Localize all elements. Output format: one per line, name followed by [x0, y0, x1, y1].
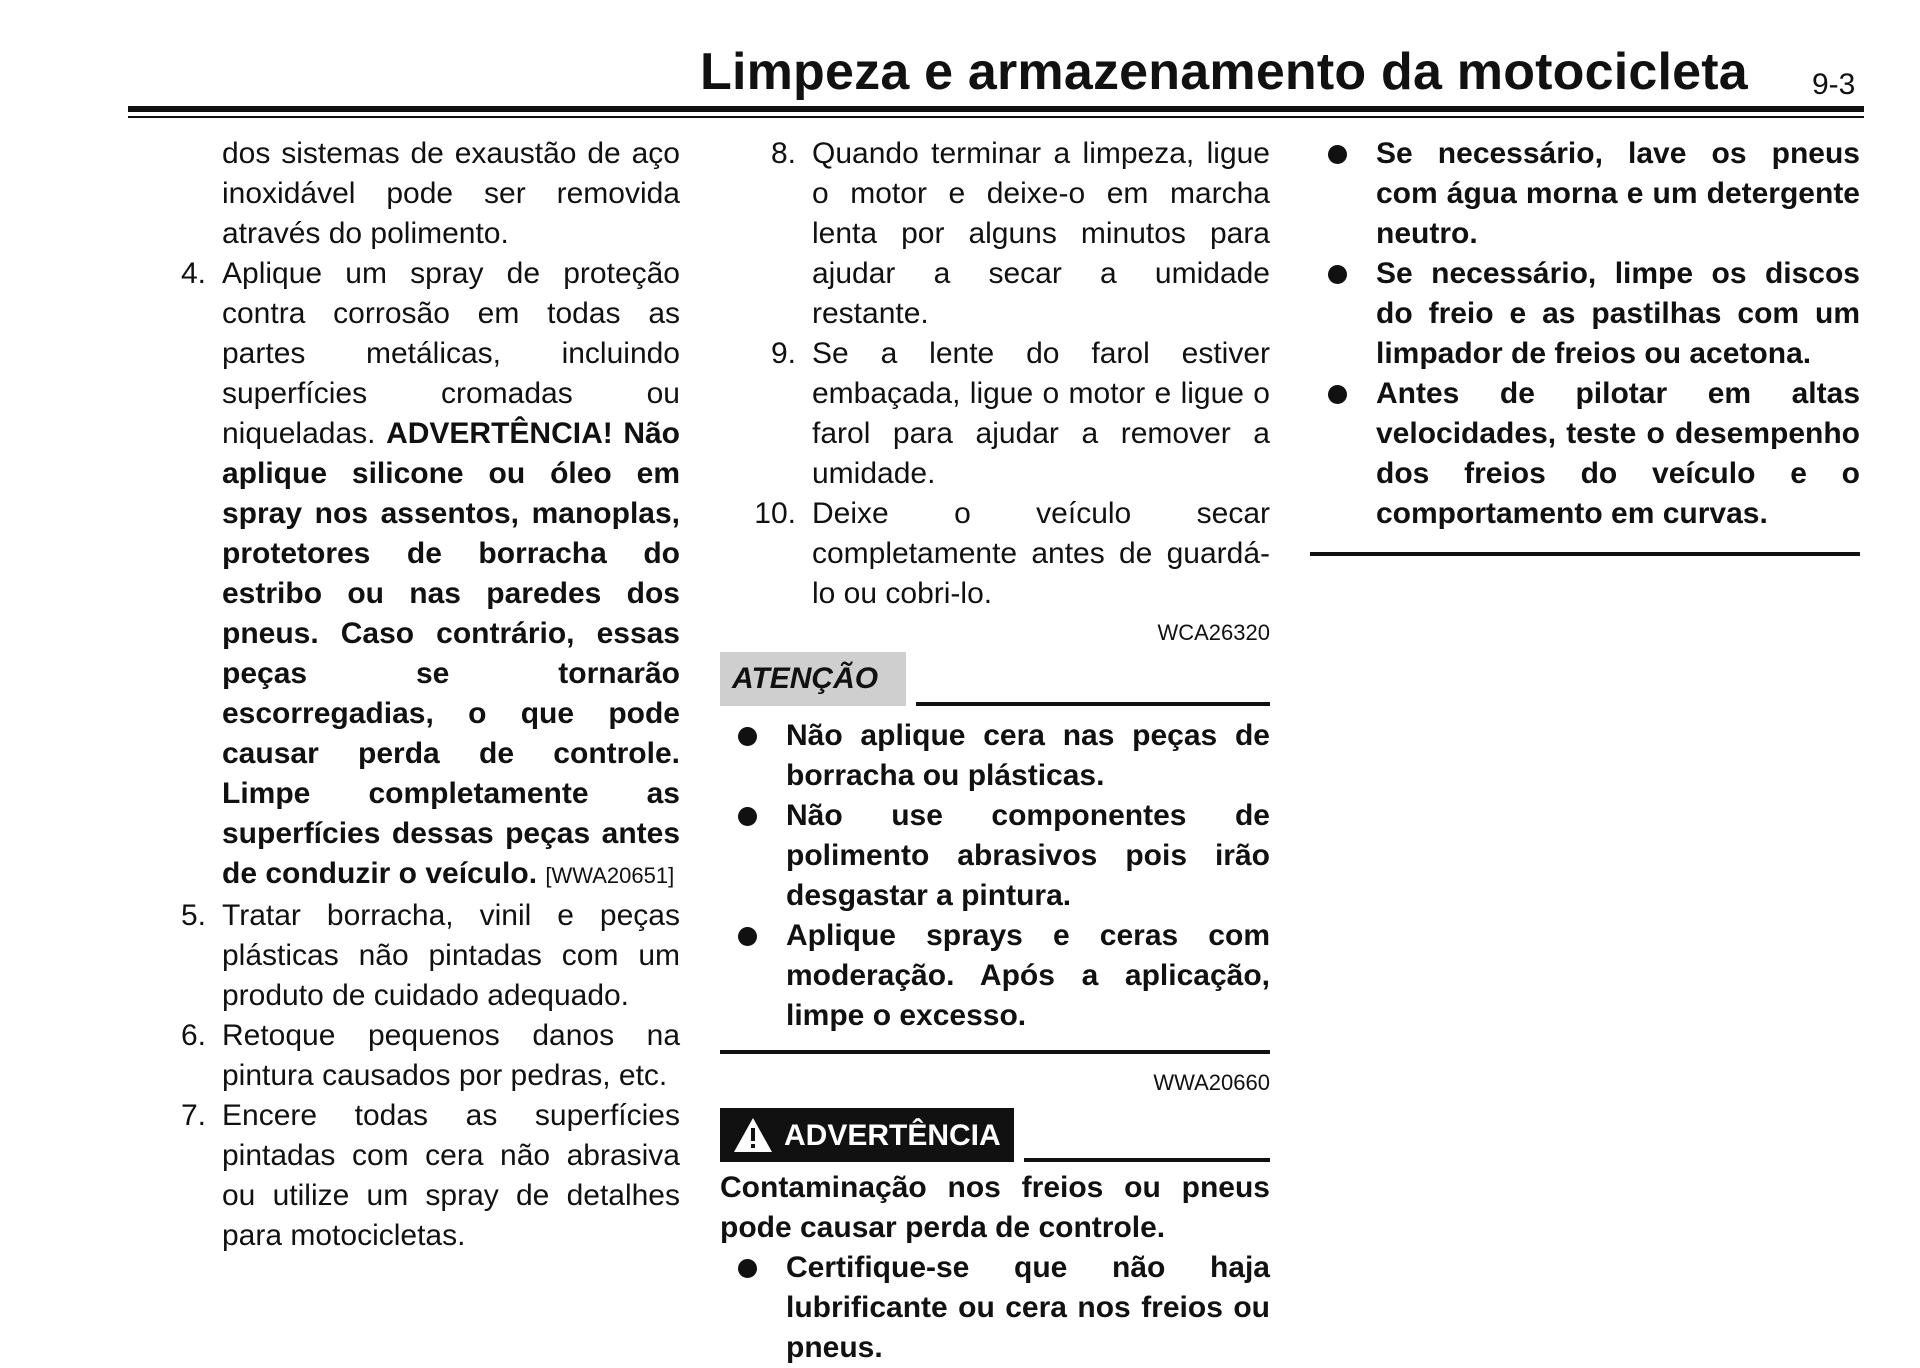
header-rule [128, 106, 1864, 112]
list-number: 9. [770, 337, 796, 370]
bullet-dot-icon [1328, 265, 1347, 284]
section-end-line [1310, 552, 1860, 556]
warning-lead: Contaminação nos freios ou pneus pode causar perda de controle. [720, 1171, 1270, 1244]
list-item [1310, 254, 1860, 374]
list-item-text: Retoque pequenos danos na pintura causados por pedras, etc. [222, 1019, 680, 1092]
caution-bullet [720, 916, 1270, 1036]
caution-bullet [720, 716, 1270, 796]
caution-footer-line [720, 1050, 1270, 1054]
list-item-5 [180, 896, 680, 1016]
bullet-dot-icon [738, 807, 757, 826]
column-1 [180, 134, 680, 1256]
inline-warning: ADVERTÊNCIA! Não aplique silicone ou óleo em spray nos assentos, manoplas, protetores de borracha do estribo ou nas paredes dos pneus. Caso contrário, essas peças se tornarão escorregadias, o que pode causar perda de controle. Limpe completamente as superfícies dessas peças antes de conduzir o veículo. [222, 417, 680, 890]
bullet-text: Se necessário, lave os pneus com água morna e um detergente neutro. [1376, 137, 1860, 250]
list-number: 8. [770, 137, 796, 170]
list-item [1310, 134, 1860, 254]
bullet-dot-icon [1328, 385, 1347, 404]
bullet-text: Aplique sprays e ceras com moderação. Após a aplicação, limpe o excesso. [786, 919, 1270, 1032]
bullet-dot-icon [738, 1259, 757, 1278]
intro-paragraph: dos sistemas de exaustão de aço inoxidável pode ser removida através do polimento. [222, 137, 680, 250]
page-title: Limpeza e armazenamento da motocicleta [700, 43, 1748, 101]
list-item-6 [180, 1016, 680, 1096]
list-item-7 [180, 1096, 680, 1256]
caution-code: WCA26320 [1157, 620, 1270, 645]
warning-triangle-icon [732, 1116, 774, 1154]
list-item-8 [770, 134, 1270, 334]
list-number: 10. [754, 497, 796, 530]
column-2 [720, 134, 1270, 1368]
list-number: 6. [180, 1019, 206, 1052]
list-item [1310, 374, 1860, 534]
caution-bullet [720, 796, 1270, 916]
bullet-text: Certifique-se que não haja lubrificante ou cera nos freios ou pneus. [786, 1251, 1270, 1364]
caution-header [720, 652, 1270, 708]
bullet-dot-icon [738, 727, 757, 746]
bullet-text: Se necessário, limpe os discos do freio e as pastilhas com um limpador de freios ou acetona. [1376, 257, 1860, 370]
header-rule-thin [128, 116, 1864, 118]
warning-code: [WWA20651] [545, 863, 675, 888]
warning-header [720, 1108, 1270, 1164]
list-item-text: Se a lente do farol estiver embaçada, ligue o motor e ligue o farol para ajudar a remover a umidade. [812, 337, 1270, 490]
page-number: 9-3 [1812, 68, 1856, 101]
list-item-text: Quando terminar a limpeza, ligue o motor e deixe-o em marcha lenta por alguns minutos para ajudar a secar a umidade restante. [812, 137, 1270, 330]
column-3 [1310, 134, 1860, 556]
list-item-9 [770, 334, 1270, 494]
list-item-text: Tratar borracha, vinil e peças plásticas não pintadas com um produto de cuidado adequado. [222, 899, 680, 1012]
bullet-dot-icon [1328, 145, 1347, 164]
caution-header-line [916, 702, 1270, 706]
bullet-text: Antes de pilotar em altas velocidades, teste o desempenho dos freios do veículo e o comportamento em curvas. [1376, 377, 1860, 530]
warning-header-line [1024, 1158, 1270, 1162]
list-item-text: Encere todas as superfícies pintadas com cera não abrasiva ou utilize um spray de detalhes para motocicletas. [222, 1099, 680, 1252]
warning-code: WWA20660 [1153, 1070, 1270, 1095]
list-number: 5. [180, 899, 206, 932]
list-item-10 [754, 494, 1270, 614]
list-item-4 [180, 254, 680, 896]
list-number: 4. [180, 257, 206, 290]
bullet-dot-icon [738, 927, 757, 946]
bullet-text: Não aplique cera nas peças de borracha ou plásticas. [786, 719, 1270, 792]
warning-label [720, 1108, 1014, 1162]
list-number: 7. [180, 1099, 206, 1132]
warning-bullet [720, 1248, 1270, 1368]
warning-label-text: ADVERTÊNCIA [784, 1119, 1001, 1152]
bullet-text: Não use componentes de polimento abrasivos pois irão desgastar a pintura. [786, 799, 1270, 912]
caution-label: ATENÇÃO [720, 652, 906, 706]
list-item-text: Deixe o veículo secar completamente antes de guardá-lo ou cobri-lo. [812, 497, 1270, 610]
list-item-text: Aplique um spray de proteção contra corrosão em todas as partes metálicas, incluindo superfícies cromadas ou niqueladas. [222, 257, 680, 450]
